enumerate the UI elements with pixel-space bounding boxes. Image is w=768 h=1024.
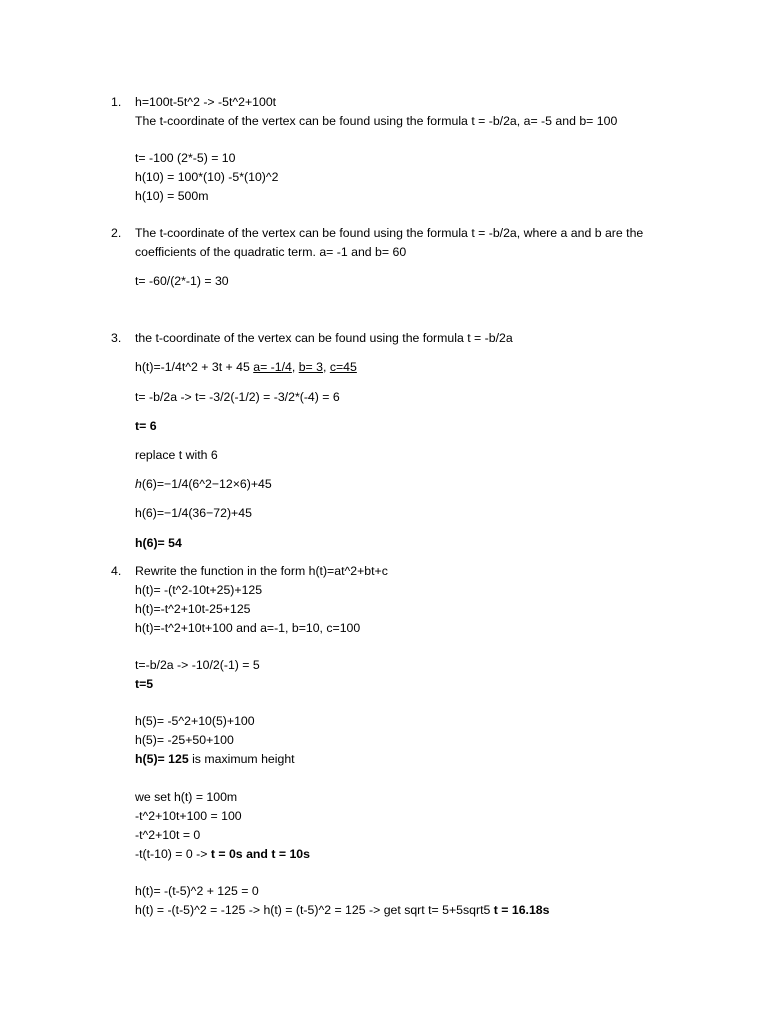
text-line: replace t with 6 [135,448,218,462]
result-line: h(6)= 54 [135,536,182,550]
text-line: -t^2+10t+100 = 100 [135,809,242,823]
text-line: h(t)= -(t^2-10t+25)+125 [135,583,263,597]
separator: , [291,360,299,374]
text-line: we set h(t) = 100m [135,790,238,804]
result-line: t= 6 [135,419,157,433]
equation-text: h(t)=-1/4t^2 + 3t + 45 [135,360,254,374]
text-line: t= -b/2a -> t= -3/2(-1/2) = -3/2*(-4) = 6 [135,390,340,404]
text-line: The t-coordinate of the vertex can be found using the formula t = -b/2a, a= -5 and b= 100 [135,114,618,128]
list-number: 4. [111,564,122,578]
text-line: h(t)= -(t-5)^2 + 125 = 0 [135,884,259,898]
text-line: h(5)= -5^2+10(5)+100 [135,714,255,728]
text-line: Rewrite the function in the form h(t)=at^2+bt+c [135,564,388,578]
list-number: 2. [111,226,122,240]
text-line [135,845,310,863]
list-number: 1. [111,95,122,109]
text-line: t= -60/(2*-1) = 30 [135,274,229,288]
text-line: h(5)= -25+50+100 [135,733,234,747]
text-fragment: is maximum height [188,752,295,766]
text-line [135,358,357,376]
result-text: t = 0s and t = 10s [210,847,310,861]
text-line: The t-coordinate of the vertex can be found using the formula t = -b/2a, where a and b are the [135,226,644,240]
coefficient-c: c=45 [329,360,357,374]
text-line: coefficients of the quadratic term. a= -1 and b= 60 [135,245,407,259]
text-line: h(6)=−1/4(36−72)+45 [135,506,252,520]
equation-text: (6)=−1/4(6^2−12×6)+45 [141,477,272,491]
result-line: t=5 [135,677,154,691]
separator: , [323,360,330,374]
text-line: t= -100 (2*-5) = 10 [135,151,236,165]
text-line [135,475,272,493]
text-line [135,750,295,768]
text-line: h(10) = 500m [135,189,209,203]
text-line: -t^2+10t = 0 [135,828,201,842]
function-h: h [135,477,142,491]
text-line: h=100t-5t^2 -> -5t^2+100t [135,95,277,109]
text-fragment: h(t) = -(t-5)^2 = -125 -> h(t) = (t-5)^2 = 125 -> get sqrt t= 5+5sqrt5 [135,903,494,917]
result-text: t = 16.18s [493,903,550,917]
coefficient-a: a= -1/4 [253,360,292,374]
coefficient-b: b= 3 [298,360,323,374]
text-line: h(10) = 100*(10) -5*(10)^2 [135,170,279,184]
text-line: h(t)=-t^2+10t-25+125 [135,602,251,616]
text-line: t=-b/2a -> -10/2(-1) = 5 [135,658,260,672]
text-line: the t-coordinate of the vertex can be found using the formula t = -b/2a [135,331,513,345]
text-line: h(t)=-t^2+10t+100 and a=-1, b=10, c=100 [135,621,361,635]
result-text: h(5)= 125 [135,752,189,766]
text-fragment: -t(t-10) = 0 -> [135,847,211,861]
text-line [135,901,549,919]
list-number: 3. [111,331,122,345]
